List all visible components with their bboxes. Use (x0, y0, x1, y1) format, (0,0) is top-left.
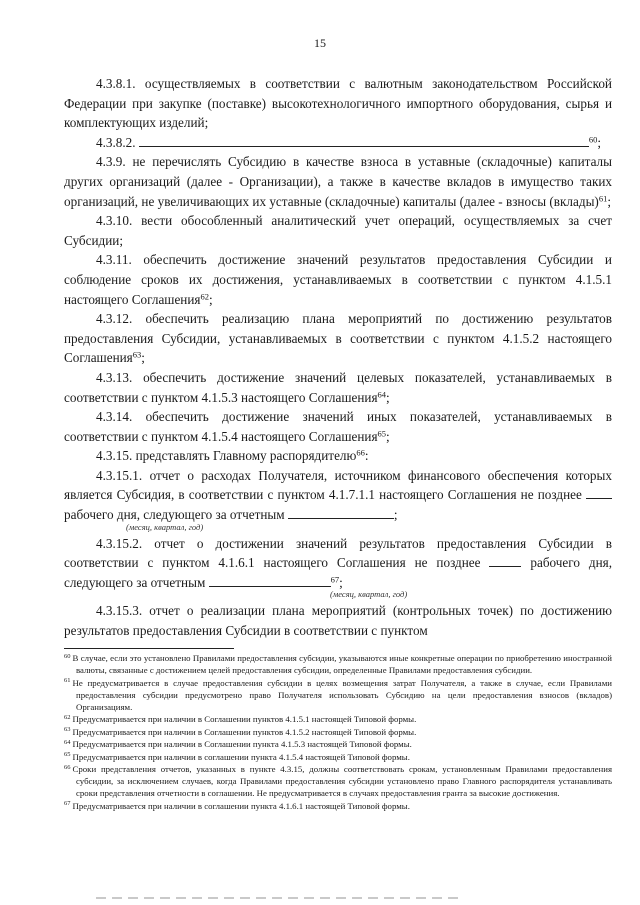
footnote-ref: 65 (377, 428, 387, 439)
fill-in-blank[interactable] (489, 554, 521, 567)
footnote-ref: 66 (356, 447, 365, 458)
footnote-ref: 62 (200, 290, 209, 301)
footnote-66: $^{66}$ Сроки представления отчетов, указанных в пункте 4.3.15, должны соответствовать срокам, установленным Правилами предоставления субсидии, за исключением случаев, когда Правилами предоставления субсидии установлено право Главного распорядителя устанавливать сроки представления отчетности в соглашении. Не предусматривается в случаях предоставления гранта за высокие достижения. (64, 763, 612, 798)
clause-4-3-15-1: 4.3.15.1. отчет о расходах Получателя, источником финансового обеспечения которых является Субсидия, в соответствии с пунктом 4.1.7.1.1 настоящего Соглашения не позднее рабочего дня, следующего за отчетным ; (64, 467, 612, 523)
scan-artifact (96, 897, 464, 899)
footnote-64: $^{64}$ Предусматривается при наличии в Соглашении пункта 4.1.5.3 настоящей Типовой формы. (64, 738, 412, 749)
clause-4-3-8-1: 4.3.8.1. осуществляемых в соответствии с валютным законодательством Российской Федерации при закупке (поставке) высокотехнологичного импортного оборудования, сырья и комплектующих изделий; (64, 76, 612, 131)
footnote-63: $^{63}$ Предусматривается при наличии в Соглашении пунктов 4.1.5.2 настоящей Типовой формы. (64, 726, 417, 737)
clause-4-3-12: 4.3.12. обеспечить реализацию плана мероприятий по достижению результатов предоставления Субсидии, устанавливаемых в соответствии с пунктом 4.1.5.2 настоящего Соглашения$^{63}$; (64, 311, 612, 366)
period-blank[interactable] (209, 574, 331, 587)
document-body (64, 74, 612, 641)
footnote-ref: 61 (598, 192, 608, 203)
clause-4-3-14: 4.3.14. обеспечить достижение значений иных показателей, устанавливаемых в соответствии с пунктом 4.1.5.4 настоящего Соглашения$^{65}$; (64, 409, 612, 444)
clause-4-3-15-3: 4.3.15.3. отчет о реализации плана мероприятий (контрольных точек) по достижению результатов предоставления Субсидии в соответствии с пунктом (64, 603, 612, 639)
clause-4-3-15-2: 4.3.15.2. отчет о достижении значений результатов предоставления Субсидии в соответствии с пунктом 4.1.6.1 настоящего Соглашения не позднее рабочего дня, следующего за отчетным $^{67}$; (64, 535, 613, 590)
period-blank[interactable] (288, 506, 394, 519)
clause-4-3-15: 4.3.15. представлять Главному распорядителю$^{66}$: (96, 447, 369, 464)
clause-4-3-11: 4.3.11. обеспечить достижение значений результатов предоставления Субсидии и соблюдение сроков их достижения, устанавливаемых в соответствии с пунктом 4.1.5.1 настоящего Соглашения$^{62}$; (64, 252, 612, 307)
footnote-ref: 63 (132, 349, 142, 360)
footnote-65: $^{65}$ Предусматривается при наличии в соглашении пункта 4.1.5.4 настоящей Типовой формы. (64, 751, 410, 762)
hint-row (64, 589, 612, 599)
footnote-62: $^{62}$ Предусматривается при наличии в Соглашении пунктов 4.1.5.1 настоящей Типовой формы. (64, 713, 417, 724)
period-hint: (месяц, квартал, год) (126, 521, 204, 532)
clause-4-3-10: 4.3.10. вести обособленный аналитический учет операций, осуществляемых за счет Субсидии; (64, 213, 612, 248)
clause-4-3-9: 4.3.9. не перечислять Субсидию в качестве взноса в уставные (складочные) капиталы других организаций (далее - Организации), а также в качестве вкладов в имущество таких организаций, не увеличивающих их уставные (складочные) капиталы (далее - взносы (вклады)$^{61}$; (64, 154, 612, 209)
footnote-ref: 64 (377, 388, 387, 399)
clause-4-3-8-2: 4.3.8.2. $^{60}$; (96, 134, 602, 150)
page-number: 15 (314, 36, 326, 50)
footnote-61: $^{61}$ Не предусматривается в случае предоставления субсидии в целях возмещения затрат Получателя, а также в случае, если Правилами предоставления субсидии предусмотрено право Получателя использовать Субсидию на цели предоставления взносов (вкладов) Организациям. (64, 677, 612, 712)
clause-4-3-13: 4.3.13. обеспечить достижение значений целевых показателей, устанавливаемых в соответствии с пунктом 4.1.5.3 настоящего Соглашения$^{64}$; (64, 369, 612, 405)
fill-in-blank[interactable] (586, 486, 612, 499)
fill-in-blank[interactable] (139, 134, 589, 147)
footnote-60: $^{60}$ В случае, если это установлено Правилами предоставления субсидии, указываются иные конкретные операции по приобретению иностранной валюты, связанные с достижением целей предоставления субсидии, определенные Правилами предоставления субсидии. (64, 652, 612, 675)
footnote-ref: 67 (330, 574, 340, 585)
footnotes (64, 652, 612, 812)
period-hint: (месяц, квартал, год) (330, 589, 408, 600)
footnote-67: $^{67}$ Предусматривается при наличии в соглашении пункта 4.1.6.1 настоящей Типовой формы. (64, 800, 410, 811)
footnote-ref: 60 (588, 134, 598, 145)
footnote-divider (64, 648, 234, 649)
hint-row (64, 522, 612, 532)
